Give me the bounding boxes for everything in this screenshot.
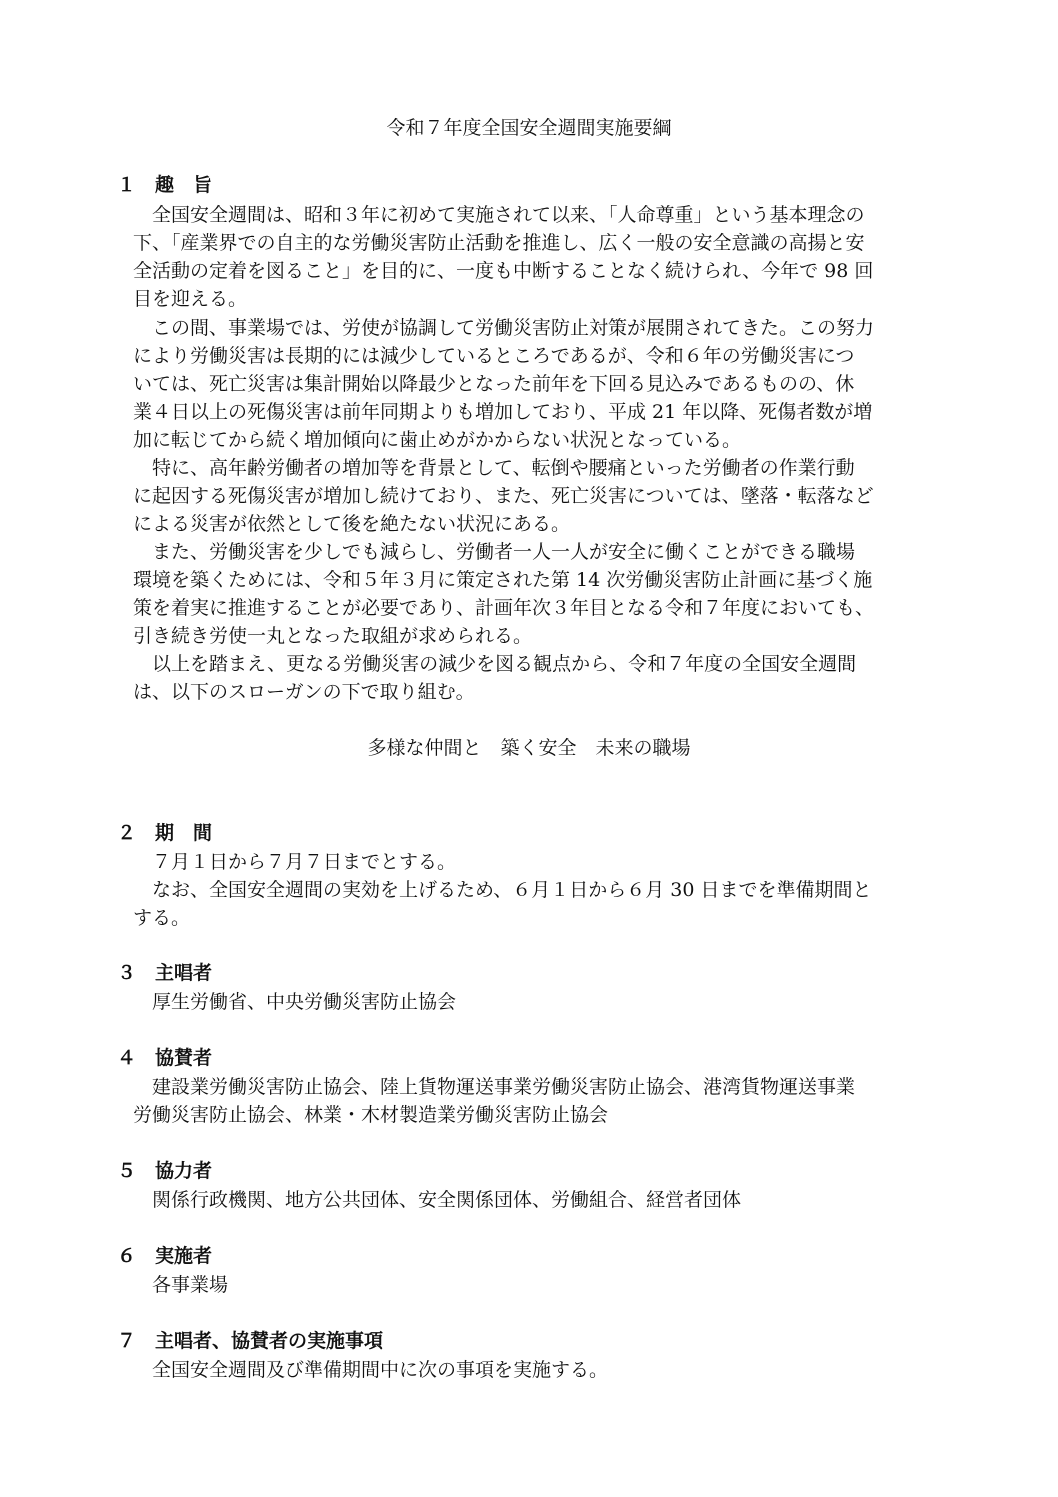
paragraph-line: 全国安全週間は、昭和３年に初めて実施されて以来、「人命尊重」という基本理念の	[152, 204, 865, 226]
paragraph-line: 労働災害防止協会、林業・木材製造業労働災害防止協会	[133, 1104, 609, 1126]
paragraph-line: 各事業場	[152, 1274, 229, 1296]
section-number: ６	[117, 1245, 137, 1267]
paragraph-line: 全活動の定着を図ること」を目的に、一度も中断することなく続けられ、今年で 98 回	[133, 260, 874, 282]
section-number: １	[117, 174, 137, 196]
paragraph-line: 業４日以上の死傷災害は前年同期よりも増加しており、平成 21 年以降、死傷者数が増	[133, 401, 873, 423]
section-title: 期 間	[155, 822, 213, 844]
section-number: ４	[117, 1047, 137, 1069]
section-heading-co-sponsor	[117, 1046, 212, 1070]
paragraph-line: 関係行政機関、地方公共団体、安全関係団体、労働組合、経営者団体	[152, 1189, 742, 1211]
section-number: ３	[117, 962, 137, 984]
paragraph-line: いては、死亡災害は集計開始以降最少となった前年を下回る見込みであるものの、休	[133, 373, 855, 395]
paragraph-line: 加に転じてから続く増加傾向に歯止めがかからない状況となっている。	[133, 429, 742, 451]
paragraph-line: 特に、高年齢労働者の増加等を背景として、転倒や腰痛といった労働者の作業行動	[152, 457, 855, 479]
section-heading-sponsor	[117, 961, 212, 985]
section-title: 主唱者、協賛者の実施事項	[155, 1330, 384, 1352]
paragraph-line: による災害が依然として後を絶たない状況にある。	[133, 513, 571, 535]
paragraph-line: に起因する死傷災害が増加し続けており、また、死亡災害については、墜落・転落など	[133, 485, 874, 507]
section-title: 協賛者	[155, 1047, 213, 1069]
section-heading-period	[117, 821, 212, 845]
section-number: ５	[117, 1160, 137, 1182]
paragraph-line: 策を着実に推進することが必要であり、計画年次３年目となる令和７年度においても、	[133, 597, 875, 619]
paragraph-line: は、以下のスローガンの下で取り組む。	[133, 681, 475, 703]
paragraph-line: 厚生労働省、中央労働災害防止協会	[152, 991, 457, 1013]
section-title: 趣 旨	[155, 174, 213, 196]
paragraph-line: なお、全国安全週間の実効を上げるため、６月１日から６月 30 日までを準備期間と	[152, 879, 872, 901]
paragraph-line: 環境を築くためには、令和５年３月に策定された第 14 次労働災害防止計画に基づく施	[133, 569, 873, 591]
section-number: ７	[117, 1330, 137, 1352]
section-heading-implementer	[117, 1244, 212, 1268]
section-heading-purpose	[117, 173, 212, 197]
section-title: 主唱者	[155, 962, 213, 984]
paragraph-line: 建設業労働災害防止協会、陸上貨物運送事業労働災害防止協会、港湾貨物運送事業	[152, 1076, 856, 1098]
section-title: 協力者	[155, 1160, 213, 1182]
section-heading-implementation-items	[117, 1329, 383, 1353]
slogan: 多様な仲間と 築く安全 未来の職場	[367, 737, 691, 759]
paragraph-line: この間、事業場では、労使が協調して労働災害防止対策が展開されてきた。この努力	[152, 317, 875, 339]
paragraph-line: 以上を踏まえ、更なる労働災害の減少を図る観点から、令和７年度の全国安全週間	[152, 653, 857, 675]
paragraph-line: 全国安全週間及び準備期間中に次の事項を実施する。	[152, 1359, 609, 1381]
paragraph-line: により労働災害は長期的には減少しているところであるが、令和６年の労働災害につ	[133, 345, 855, 367]
section-title: 実施者	[155, 1245, 213, 1267]
paragraph-line: する。	[133, 907, 191, 929]
paragraph-line: また、労働災害を少しでも減らし、労働者一人一人が安全に働くことができる職場	[152, 541, 856, 563]
paragraph-line: ７月１日から７月７日までとする。	[152, 851, 457, 873]
section-heading-cooperator	[117, 1159, 212, 1183]
paragraph-line: 目を迎える。	[133, 288, 248, 310]
paragraph-line: 引き続き労使一丸となった取組が求められる。	[133, 625, 533, 647]
document-title: 令和７年度全国安全週間実施要綱	[386, 117, 672, 139]
paragraph-line: 下、「産業界での自主的な労働災害防止活動を推進し、広く一般の安全意識の高揚と安	[133, 232, 865, 254]
section-number: ２	[117, 822, 137, 844]
